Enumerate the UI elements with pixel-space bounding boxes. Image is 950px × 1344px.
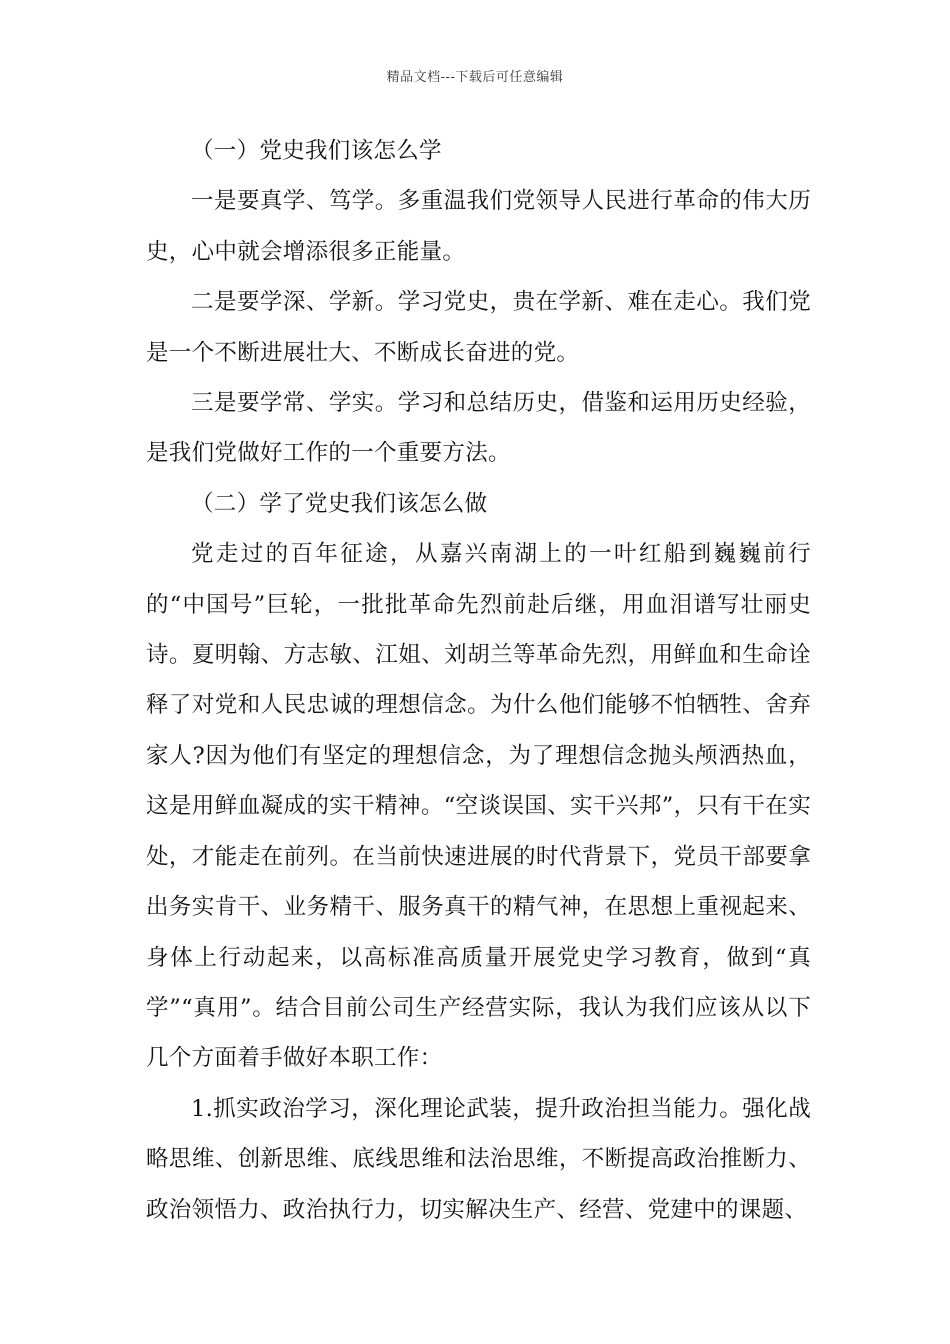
paragraph-3: 三是要学常、学实。学习和总结历史，借鉴和运用历史经验，是我们党做好工作的一个重要方法。 [146,390,811,467]
page-header: 精品文档---下载后可任意编辑 [386,70,564,85]
document-body [146,126,811,1235]
section-heading-2: （二）学了党史我们该怎么做 [191,490,488,517]
paragraph-1: 一是要真学、笃学。多重温我们党领导人民进行革命的伟大历史，心中就会增添很多正能量。 [146,188,811,265]
paragraph-5: 1.抓实政治学习，深化理论武装，提升政治担当能力。强化战略思维、创新思维、底线思维和法治思维，不断提高政治推断力、政治领悟力、政治执行力，切实解决生产、经营、党建中的课题、 [146,1095,811,1223]
section-heading-1: （一）党史我们该怎么学 [191,138,442,164]
paragraph-4: 党走过的百年征途，从嘉兴南湖上的一叶红船到巍巍前行的“中国号”巨轮，一批批革命先烈前赴后继，用血泪谱写壮丽史诗。夏明翰、方志敏、江姐、刘胡兰等革命先烈，用鲜血和生命诠释了对党和人民忠诚的理想信念。为什么他们能够不怕牺牲、舍弃家人?因为他们有坚定的理想信念，为了理想信念抛头颅洒热血，这是用鲜血凝成的实干精神。“空谈误国、实干兴邦”，只有干在实处，才能走在前列。在当前快速进展的时代背景下，党员干部要拿出务实肯干、业务精干、服务真干的精气神，在思想上重视起来、身体上行动起来，以高标准高质量开展党史学习教育，做到“真学”“真用”。结合目前公司生产经营实际，我认为我们应该从以下几个方面着手做好本职工作： [146,541,811,1072]
paragraph-2: 二是要学深、学新。学习党史，贵在学新、难在走心。我们党是一个不断进展壮大、不断成长奋进的党。 [146,289,811,366]
